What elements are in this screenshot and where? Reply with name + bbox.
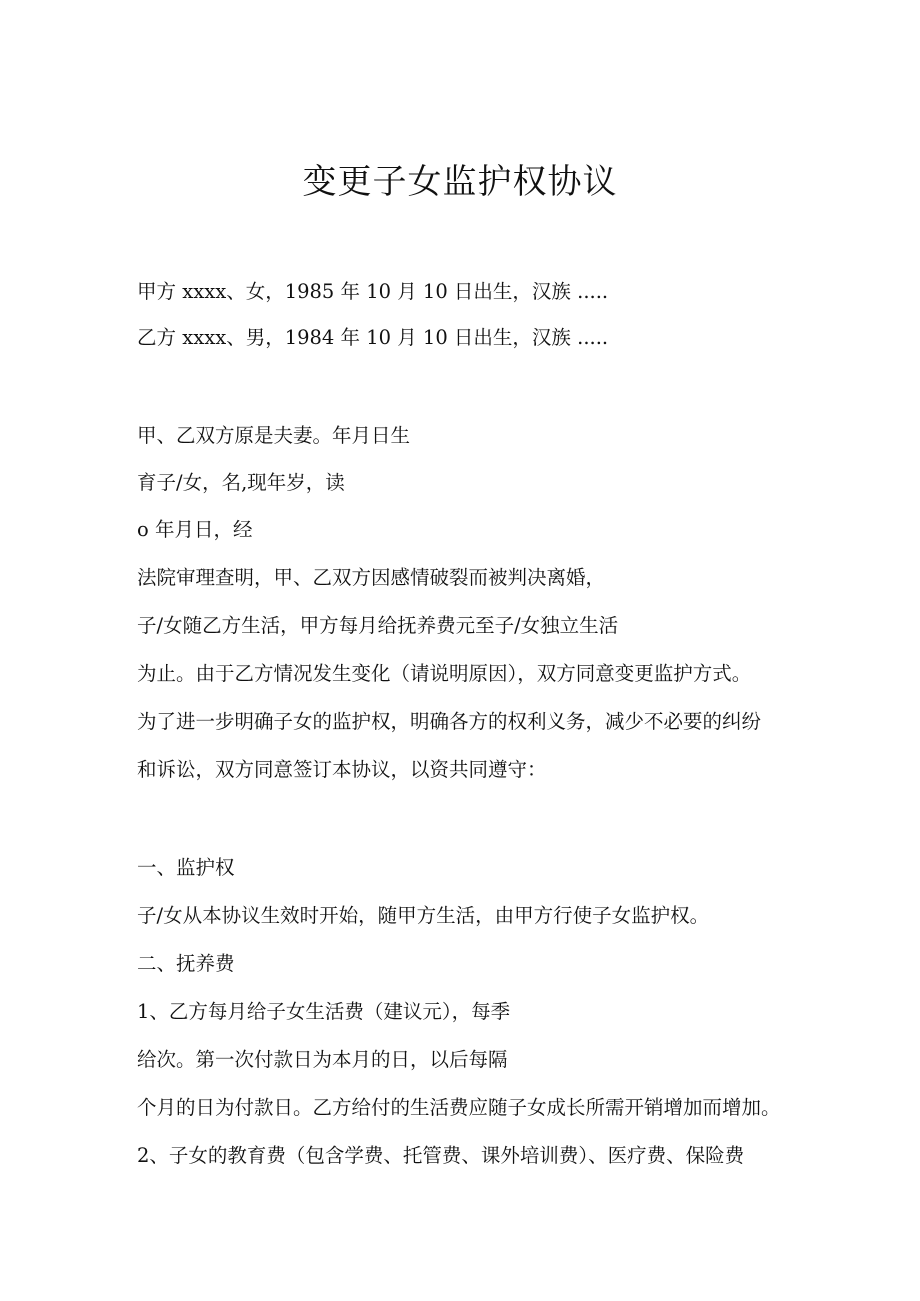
- party-a-line: 甲方 xxxx、女，1985 年 10 月 10 日出生，汉族 .....: [137, 280, 609, 303]
- body-line: 育子/女，名,现年岁，读: [137, 471, 345, 494]
- section-line-support: 给次。第一次付款日为本月的日，以后每隔: [137, 1048, 508, 1071]
- body-line: 为了进一步明确子女的监护权，明确各方的权利义务，减少不必要的纠纷: [137, 710, 762, 733]
- section-line-support: 个月的日为付款日。乙方给付的生活费应随子女成长所需开销增加而增加。: [137, 1096, 781, 1119]
- section-text-guardianship: 子/女从本协议生效时开始，随甲方生活，由甲方行使子女监护权。: [137, 904, 710, 927]
- section-line-support: 1、乙方每月给子女生活费（建议元），每季: [137, 1000, 511, 1023]
- section-heading-guardianship: 一、监护权: [137, 856, 235, 879]
- body-line: o 年月日，经: [137, 518, 253, 541]
- document-title: 变更子女监护权协议: [302, 162, 618, 202]
- body-line: 为止。由于乙方情况发生变化（请说明原因），双方同意变更监护方式。: [137, 662, 752, 685]
- party-b-line: 乙方 xxxx、男，1984 年 10 月 10 日出生，汉族 .....: [137, 326, 609, 349]
- body-line: 子/女随乙方生活，甲方每月给抚养费元至子/女独立生活: [137, 614, 619, 637]
- body-line: 和诉讼，双方同意签订本协议，以资共同遵守：: [137, 758, 547, 781]
- section-line-support: 2、子女的教育费（包含学费、托管费、课外培训费）、医疗费、保险费: [137, 1144, 745, 1167]
- body-line: 甲、乙双方原是夫妻。年月日生: [137, 424, 411, 447]
- body-line: 法院审理查明，甲、乙双方因感情破裂而被判决离婚，: [137, 566, 606, 589]
- section-heading-support: 二、抚养费: [137, 952, 235, 975]
